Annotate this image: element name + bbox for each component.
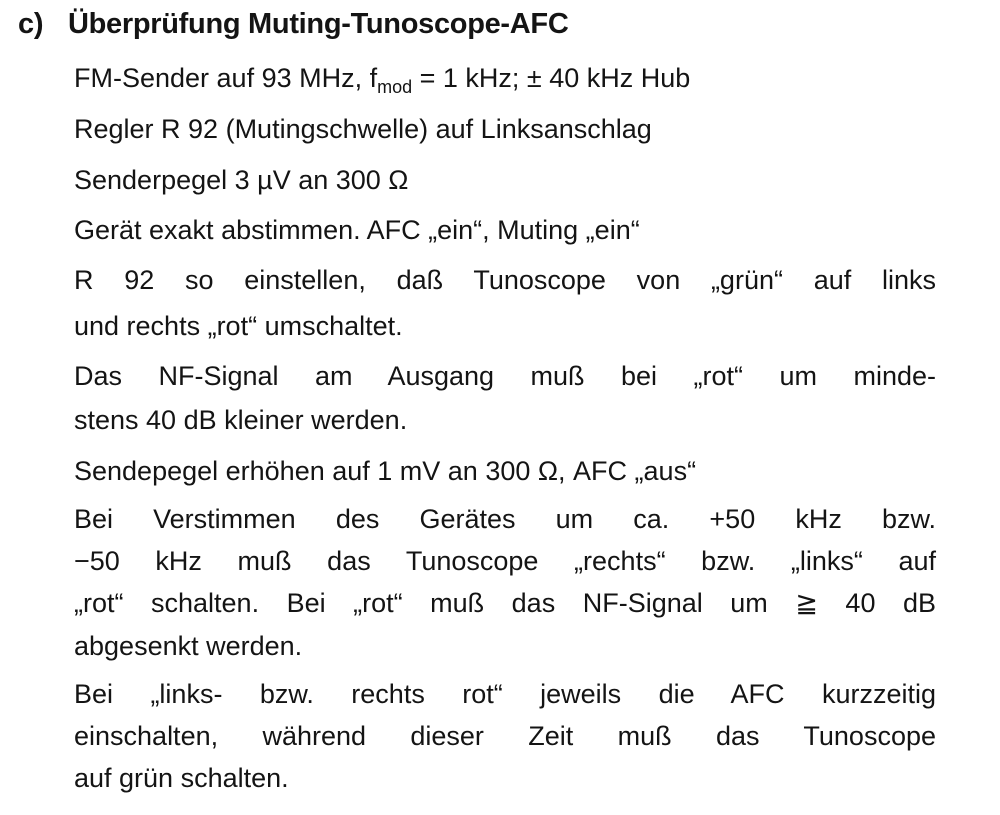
text-line-nf-signal: Das NF-Signal am Ausgang muß bei „rot“ um minde- [74, 361, 936, 391]
text-line-umschaltet: und rechts „rot“ umschaltet. [74, 311, 403, 341]
text-line-fm-sender: FM-Sender auf 93 MHz, $f_{mod} = 1$ kHz; ± 40 kHz Hub [74, 63, 691, 97]
text-line-einschalten: einschalten, während dieser Zeit muß das Tunoscope [74, 721, 936, 751]
text-line-verstimmen: Bei Verstimmen des Gerätes um ca. +50 kHz bzw. [74, 504, 936, 534]
section-heading [18, 8, 569, 41]
text-line-kleiner: stens 40 dB kleiner werden. [74, 405, 408, 435]
text-line-r92-einstellen: R 92 so einstellen, daß Tunoscope von „grün“ auf links [74, 265, 936, 295]
section-title: Überprüfung Muting-Tunoscope-AFC [68, 8, 569, 40]
text-line-sendepegel: Sendepegel erhöhen auf 1 mV an 300 Ω, AFC „aus“ [74, 456, 697, 486]
text-line-gruen-schalten: auf grün schalten. [74, 763, 289, 793]
text-line-minus50: −50 kHz muß das Tunoscope „rechts“ bzw. „links“ auf [74, 546, 936, 576]
text-line-rot-schalten: „rot“ schalten. Bei „rot“ muß das NF-Signal um ≧ 40 dB [74, 588, 936, 618]
section-marker: c) [18, 8, 44, 40]
text-line-links-rechts-rot: Bei „links- bzw. rechts rot“ jeweils die AFC kurzzeitig [74, 679, 936, 709]
text-line-senderpegel: Senderpegel 3 µV an 300 Ω [74, 165, 409, 195]
text-line-abgesenkt: abgesenkt werden. [74, 631, 303, 661]
text-line-regler: Regler R 92 (Mutingschwelle) auf Linksanschlag [74, 114, 652, 144]
text-line-abstimmen: Gerät exakt abstimmen. AFC „ein“, Muting „ein“ [74, 215, 640, 245]
